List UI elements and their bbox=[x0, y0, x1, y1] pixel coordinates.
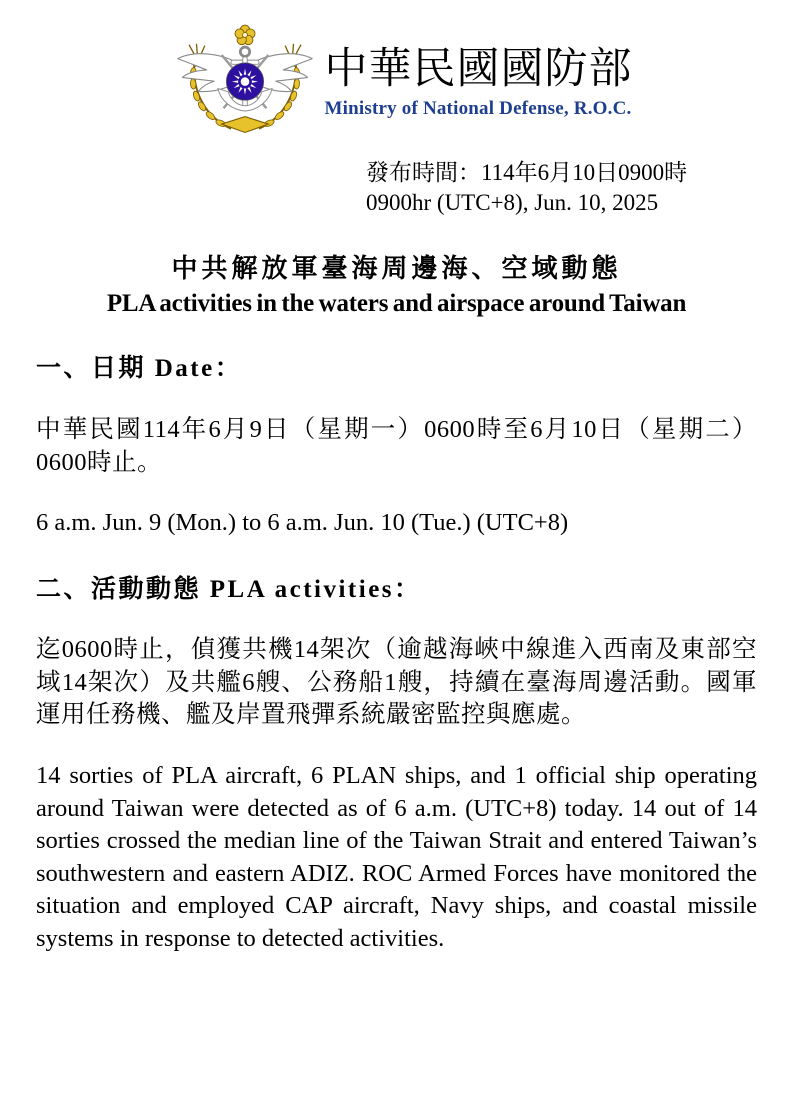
release-time-en: 0900hr (UTC+8), Jun. 10, 2025 bbox=[366, 190, 659, 216]
document-title-en: PLA activities in the waters and airspace around Taiwan bbox=[106, 290, 687, 318]
section-heading-date: 一、日期 Date： bbox=[36, 355, 243, 383]
activities-paragraph-zh: 迄0600時止，偵獲共機14架次（逾越海峽中線進入西南及東部空域14架次）及共艦6艘、公務船1艘，持續在臺海周邊活動。國軍運用任務機、艦及岸置飛彈系統嚴密監控與應處。 bbox=[36, 636, 757, 729]
sun-disc-icon bbox=[226, 63, 263, 100]
org-name-zh: 中華民國國防部 bbox=[324, 46, 633, 94]
section-date bbox=[36, 353, 757, 539]
mnd-emblem-graphic bbox=[175, 24, 315, 142]
date-paragraph-en: 6 a.m. Jun. 9 (Mon.) to 6 a.m. Jun. 10 (Tue.) (UTC+8) bbox=[36, 509, 569, 537]
header-brand bbox=[36, 24, 757, 142]
date-paragraph-zh: 中華民國114年6月9日（星期一）0600時至6月10日（星期二）0600時止。 bbox=[36, 415, 757, 476]
ribbon-icon bbox=[221, 117, 268, 133]
section-heading-activities: 二、活動動態 PLA activities： bbox=[36, 575, 422, 603]
plum-blossom-icon bbox=[235, 25, 255, 45]
activities-paragraph-en: 14 sorties of PLA aircraft, 6 PLAN ships, and 1 official ship operating around Taiwan were detected as of 6 a.m. (UTC+8) today. 14 out of 14 sorties crossed the median line of the Taiwan Strait and entered Taiwan’s southwestern and eastern ADIZ. ROC Armed Forces have monitored the situation and employed CAP aircraft, Navy ships, and coastal missile systems in response to detected activities. bbox=[36, 761, 757, 952]
org-name-en: Ministry of National Defense, R.O.C. bbox=[324, 97, 632, 119]
section-activities bbox=[36, 574, 757, 956]
mnd-emblem-icon bbox=[175, 24, 315, 142]
document-title bbox=[36, 253, 757, 320]
document-title-zh: 中共解放軍臺海周邊海、空域動態 bbox=[171, 253, 622, 283]
brand-text bbox=[325, 46, 633, 119]
release-time-block bbox=[366, 158, 757, 219]
release-time-zh: 發布時間：114年6月10日0900時 bbox=[366, 160, 688, 185]
